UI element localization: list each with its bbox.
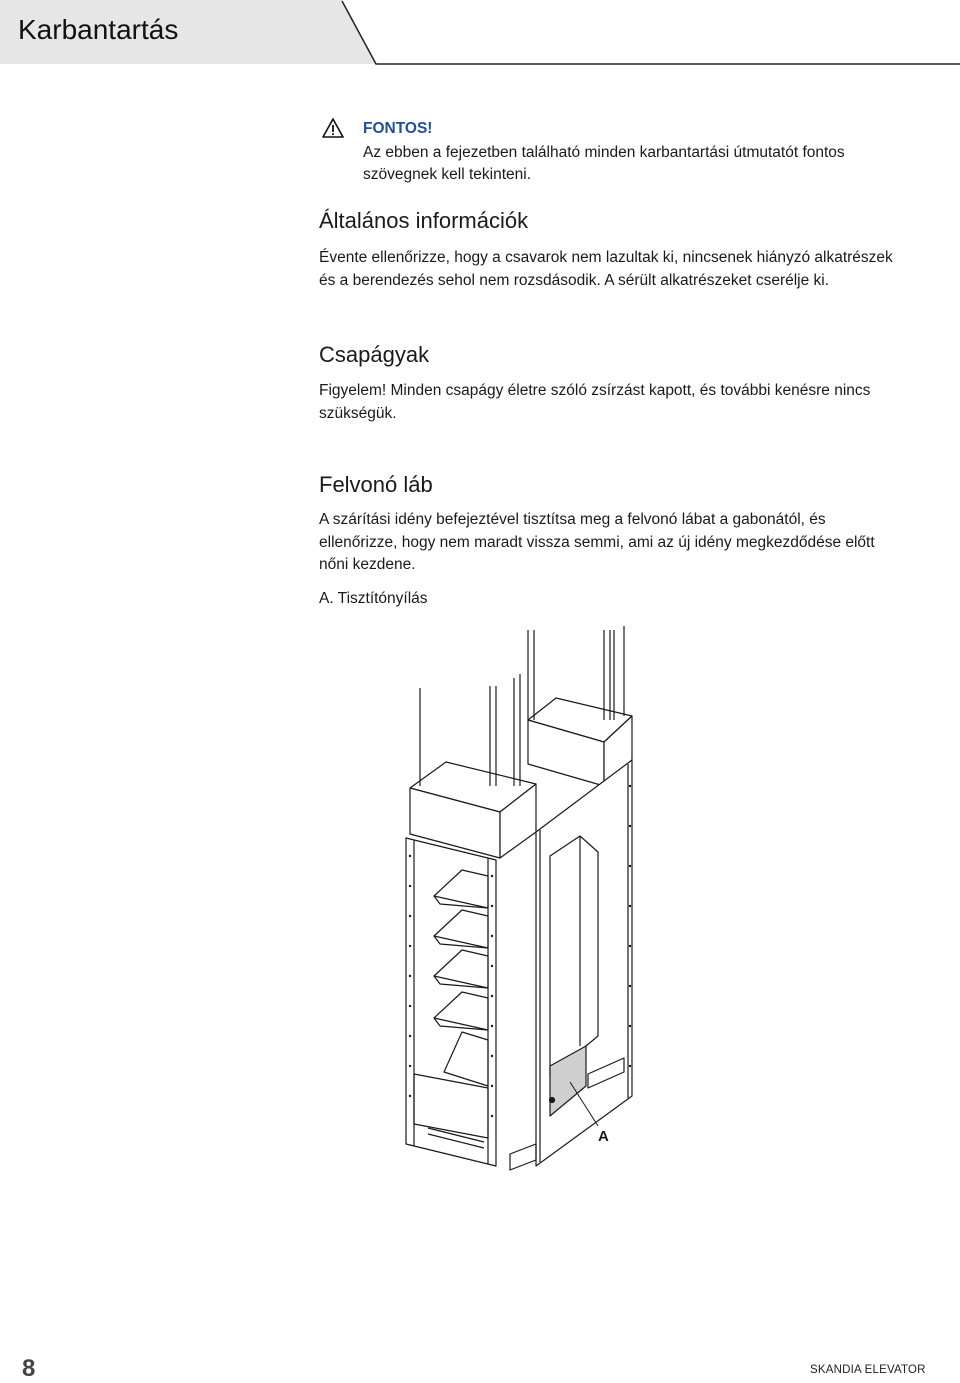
figure-legend: A. Tisztítónyílás	[319, 590, 428, 607]
page-number: 8	[22, 1355, 36, 1382]
notice-title: FONTOS!	[363, 120, 433, 137]
general-info-text: Évente ellenőrizze, hogy a csavarok nem lazultak ki, nincsenek hiányzó alkatrészek és a berendezés sehol nem rozsdásodik. A sérült alkatrészeket cserélje ki.	[319, 249, 893, 289]
heading-elevator-foot: Felvonó láb	[319, 472, 433, 497]
callout-a-label: A	[598, 1128, 609, 1145]
footer-brand: SKANDIA ELEVATOR	[810, 1364, 926, 1376]
notice-body: Az ebben a fejezetben található minden karbantartási útmutatót fontos szövegnek kell tekinteni.	[363, 144, 845, 183]
heading-general-info: Általános információk	[319, 208, 529, 233]
heading-bearings: Csapágyak	[319, 342, 430, 367]
warning-icon	[322, 118, 344, 138]
elevator-boot-illustration	[400, 626, 640, 1176]
page-title: Karbantartás	[18, 14, 179, 45]
elevator-foot-text: A szárítási idény befejeztével tisztítsa meg a felvonó lábat a gabonától, és ellenőrizze, hogy nem maradt vissza semmi, ami az új idény megkezdődése előtt nőni kezdene.	[319, 511, 875, 573]
bearings-text: Figyelem! Minden csapágy életre szóló zsírzást kapott, és további kenésre nincs szükségük.	[319, 382, 871, 422]
